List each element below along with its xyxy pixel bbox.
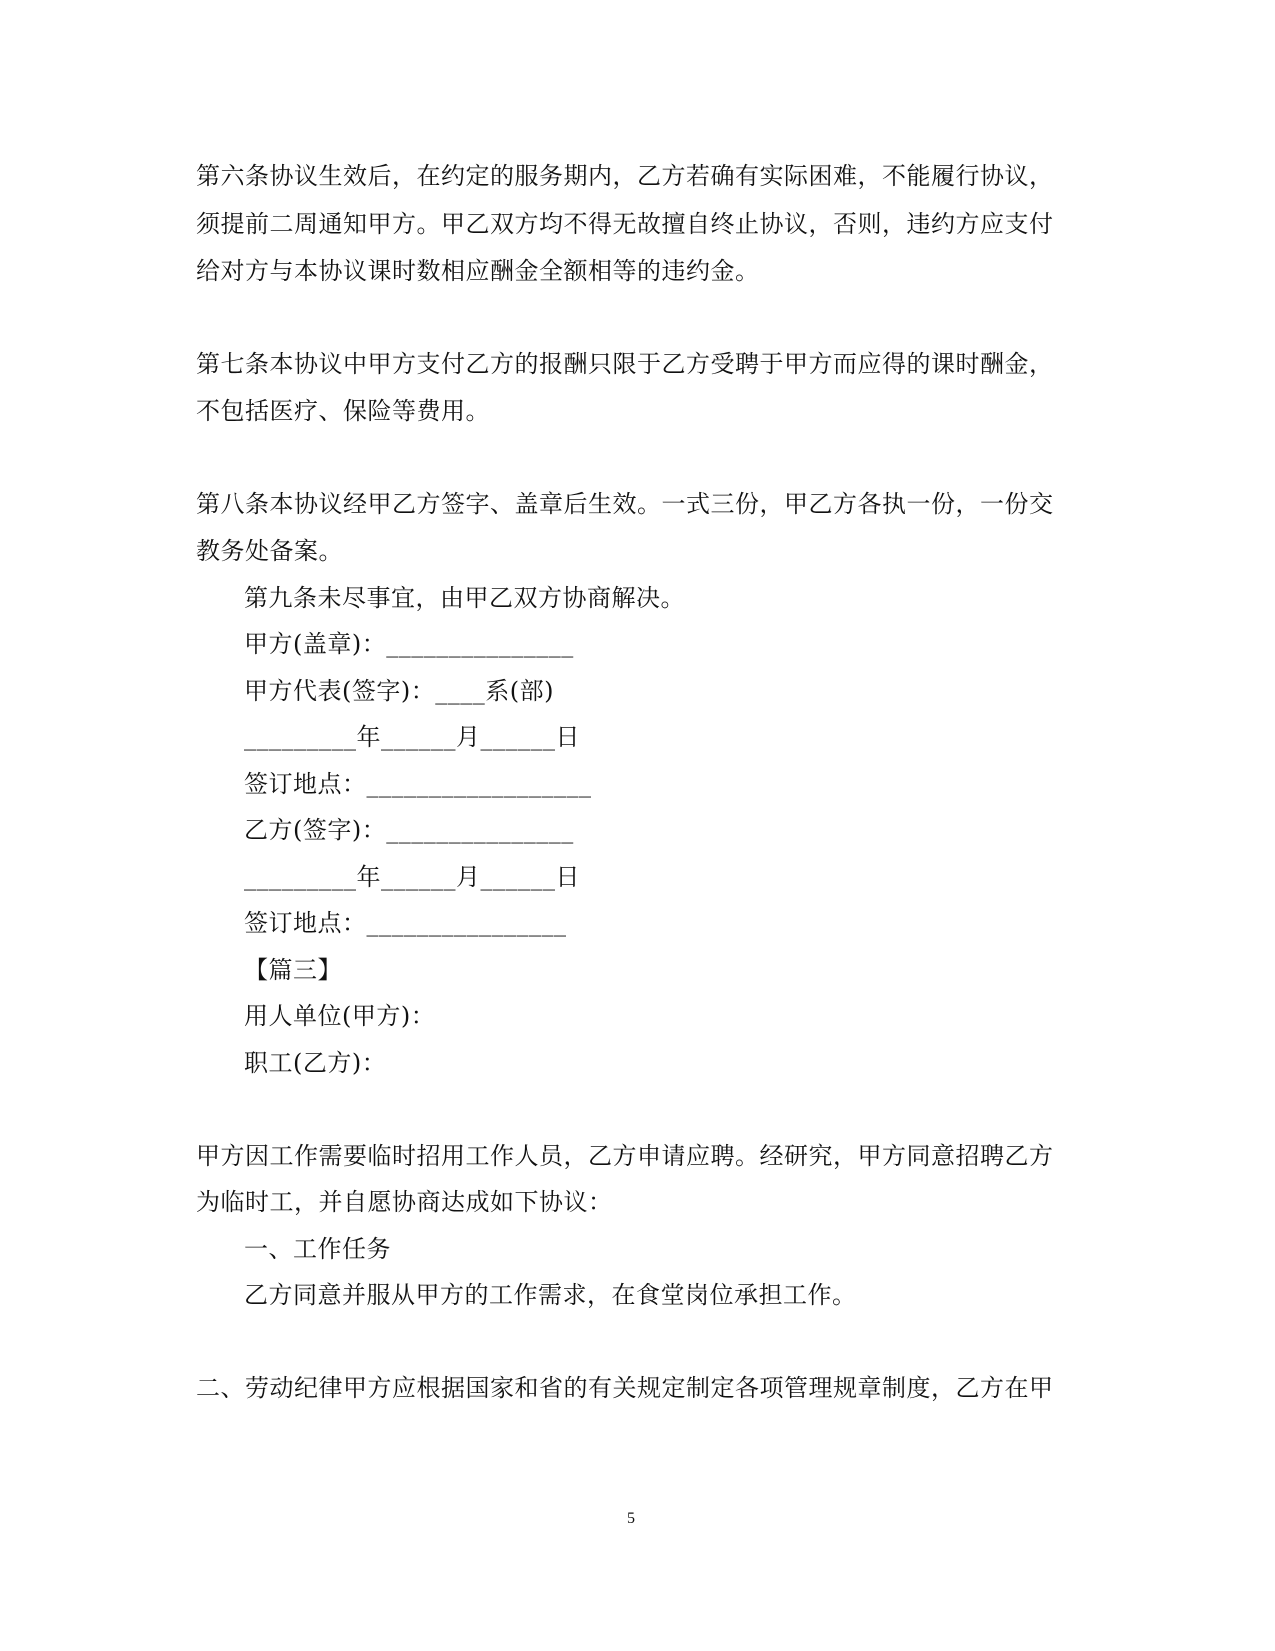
employer-field: 用人单位(甲方)： xyxy=(244,1002,436,1030)
section-heading: 【篇三】 xyxy=(244,956,342,984)
paragraph-line: 甲方因工作需要临时招用工作人员，乙方申请应聘。经研究，甲方同意招聘乙方 xyxy=(196,1142,1054,1170)
signature-field-party-b: 乙方(签字)：_______________ xyxy=(244,816,574,844)
signature-field-party-a-seal: 甲方(盖章)：_______________ xyxy=(244,630,574,658)
paragraph-line: 教务处备案。 xyxy=(196,537,343,565)
subsection-heading: 一、工作任务 xyxy=(244,1235,391,1263)
paragraph-line: 第八条本协议经甲乙方签字、盖章后生效。一式三份，甲乙方各执一份，一份交 xyxy=(196,490,1054,518)
paragraph-line: 须提前二周通知甲方。甲乙双方均不得无故擅自终止协议，否则，违约方应支付 xyxy=(196,210,1054,238)
paragraph-line: 第九条未尽事宜，由甲乙双方协商解决。 xyxy=(244,584,685,612)
paragraph-line: 不包括医疗、保险等费用。 xyxy=(196,397,490,425)
employee-field: 职工(乙方)： xyxy=(244,1049,387,1077)
paragraph-line: 为临时工，并自愿协商达成如下协议： xyxy=(196,1188,613,1216)
date-field: _________年______月______日 xyxy=(244,723,580,751)
paragraph-line: 第六条协议生效后，在约定的服务期内，乙方若确有实际困难，不能履行协议， xyxy=(196,162,1054,190)
signing-place-field: 签订地点：__________________ xyxy=(244,770,592,798)
paragraph-line: 二、劳动纪律甲方应根据国家和省的有关规定制定各项管理规章制度，乙方在甲 xyxy=(196,1374,1054,1402)
paragraph-line: 第七条本协议中甲方支付乙方的报酬只限于乙方受聘于甲方而应得的课时酬金， xyxy=(196,350,1054,378)
page-number: 5 xyxy=(627,1510,635,1527)
paragraph-line: 给对方与本协议课时数相应酬金全额相等的违约金。 xyxy=(196,257,760,285)
signing-place-field: 签订地点：________________ xyxy=(244,909,567,937)
paragraph-line: 乙方同意并服从甲方的工作需求，在食堂岗位承担工作。 xyxy=(244,1281,857,1309)
date-field: _________年______月______日 xyxy=(244,863,580,891)
signature-field-party-a-rep: 甲方代表(签字)：____系(部) xyxy=(244,677,554,705)
